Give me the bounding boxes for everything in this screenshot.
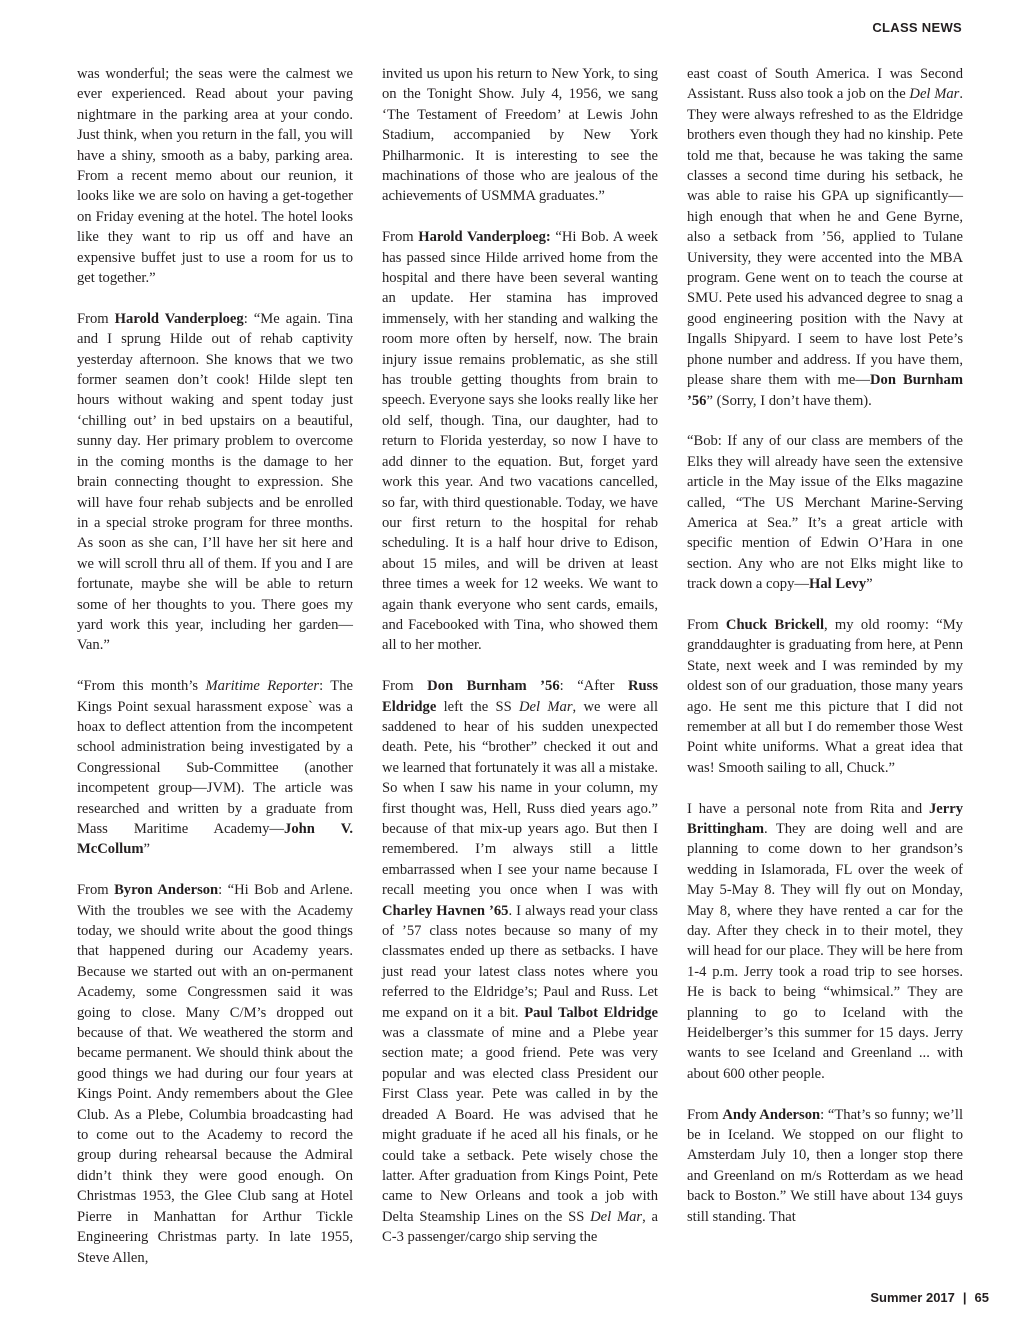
article-paragraph: From Don Burnham ’56: “After Russ Eldridge left the SS Del Mar, we were all saddened to hear of his sudden unexpected death. Pete, his “brother” checked it out and we learned that fortunately it was all a mistake. So when I saw his name in your column, my first thought was, Hell, Russ died years ago.” because of that mix-up years ago. But then I remembered. I’m always still a little embarrassed when I see your name because I recall meeting you once when I was with Charley Havnen ’65. I always read your class of ’57 class notes because so many of my classmates ended up there as setbacks. I have just read your latest class notes where you referred to the Eldridge’s; Paul and Russ. Let me expand on it a bit. Paul Talbot Eldridge was a classmate of mine and a Plebe year section mate; a good friend. Pete was very popular and was elected class President our First Class year. Pete was called in by the dreaded A Board. He was advised that he might graduate if he aced all his finals, or he could take a setback. Pete wisely chose the latter. After graduation from Kings Point, Pete came to New Orleans and took a job with Delta Steamship Lines on the SS Del Mar, a C-3 passenger/cargo ship serving the xyxy=(382,678,659,1246)
name-emphasis: Don Burnham ’56 xyxy=(687,372,963,409)
title-emphasis: Del Mar xyxy=(590,1208,643,1225)
article-paragraph: From Andy Anderson: “That’s so funny; we’ll be in Iceland. We stopped on our flight to Amsterdam July 10, then a longer stop there and Greenland on m/s Rotterdam as we head back to Boston.” We still have about 134 guys still standing. That xyxy=(687,1106,963,1225)
name-emphasis: Paul Talbot Eldridge xyxy=(524,1004,658,1021)
text-column-2 xyxy=(382,64,658,1248)
article-paragraph: From Harold Vanderploeg: “Me again. Tina and I sprung Hilde out of rehab captivity yesterday afternoon. She knows that we two former seamen don’t cook! Hilde slept ten hours without waking and spent today just ‘chilling out’ in bed upstairs on a beautiful, sunny day. Her primary problem to overcome in the coming months is the damage to her brain connecting thought to expression. She will have four rehab subjects and be enrolled in a special stroke program for three months. As soon as she can, I’ll have her sit here and we will scroll thru all of them. If you and I are fortunate, maybe she will be able to return some of her thoughts to you. There goes my yard work this year, including her garden—Van.” xyxy=(77,310,354,654)
issue-label: Summer 2017 xyxy=(870,1290,955,1305)
page-footer xyxy=(870,1290,989,1305)
article-paragraph: “From this month’s Maritime Reporter: The Kings Point sexual harassment expose` was a hoax to deflect attention from the incompetent school administration being investigated by a Congressional Sub-Committee (another incompetent group—JVM). The article was researched and written by a graduate from Mass Maritime Academy—John V. McCollum” xyxy=(77,678,353,858)
text-column-3 xyxy=(687,64,963,1227)
page-number: 65 xyxy=(974,1290,989,1305)
name-emphasis: Don Burnham ’56 xyxy=(427,678,560,695)
name-emphasis: Russ Eldridge xyxy=(382,678,659,715)
section-header: CLASS NEWS xyxy=(872,20,962,35)
name-emphasis: Chuck Brickell xyxy=(725,616,824,633)
article-paragraph: From Byron Anderson: “Hi Bob and Arlene. With the troubles we see with the Academy today, we should write about the good things that happened during our Academy years. Because we started out with an on-permanent Academy, some Congressmen said it was going to close. Many C/M’s dropped out because of that. We weathered the storm and became permanent. We should think about the good things we had during our four years at Kings Point. Andy remembers about the Glee Club. As a Plebe, Columbia broadcasting had to come out to the Academy to record the group during rehearsal because the Admiral didn’t think they were good enough. On Christmas 1953, the Glee Club sang at Hotel Pierre in Manhattan for Arthur Tickle Engineering Christmas party. In late 1955, Steve Allen, xyxy=(77,882,353,1266)
title-emphasis: Del Mar xyxy=(909,86,960,103)
name-emphasis: Harold Vanderploeg: xyxy=(418,229,551,246)
footer-separator: | xyxy=(962,1290,967,1305)
article-paragraph: invited us upon his return to New York, to sing on the Tonight Show. July 4, 1956, we sang ‘The Testament of Freedom’ at Lewis John Stadium, accompanied by New York Philharmonic. It is interesting to see the machinations of those who are jealous of the achievements of USMMA graduates.” xyxy=(382,66,658,205)
article-paragraph: “Bob: If any of our class are members of the Elks they will already have seen the extensive article in the May issue of the Elks magazine called, “The US Merchant Marine-Serving America at Sea.” It’s a great article with specific mention of Edwin O’Hara in one section. Any who are not Elks might like to track down a copy—Hal Levy” xyxy=(687,433,963,593)
article-paragraph: From Chuck Brickell, my old roomy: “My granddaughter is graduating from here, at Penn State, next week and I was reminded by my oldest son of our graduation, those many years ago. He sent me this picture that I did not remember at all but I do remember those West Point white uniforms. What a great idea that was! Smooth sailing to all, Chuck.” xyxy=(687,616,963,776)
article-paragraph: was wonderful; the seas were the calmest we ever experienced. Read about your paving nightmare in the parking area at your condo. Just think, when you return in the fall, you will have a shiny, smooth as a baby, parking area. From a recent memo about our reunion, it looks like we are solo on having a get-together on Friday evening at the hotel. The hotel looks like they want to rip us off and have an expensive buffet just to use a room for us to get together.” xyxy=(77,66,353,287)
text-column-1 xyxy=(77,64,353,1268)
name-emphasis: Harold Vanderploeg xyxy=(114,310,244,327)
name-emphasis: Charley Havnen ’65 xyxy=(382,902,509,919)
name-emphasis: Hal Levy xyxy=(808,576,867,593)
article-paragraph: I have a personal note from Rita and Jerry Brittingham. They are doing well and are planning to come down to her grandson’s wedding in Islamorada, FL over the week of May 5-May 8. They will fly out on Monday, May 8, where they have rented a car for the day. After they check in to their motel, they will head for our place. They will be here from 1-4 p.m. Jerry took a road trip to see horses. He is back to being “whimsical.” They are planning to go to Iceland with the Heidelberger’s this summer for 15 days. Jerry wants to see Iceland and Greenland ... with about 600 other people. xyxy=(687,800,963,1082)
article-paragraph: east coast of South America. I was Second Assistant. Russ also took a job on the Del Mar. They were always refreshed to as the Eldridge brothers even though they had no kinship. Pete told me that, because he was taking the same classes a second time during his setback, he was able to raise his GPA up significantly—high enough that when he and Gene Byrne, also a setback from ’56, applied to Tulane University, they were accented into the MBA program. Gene went on to teach the course at SMU. Pete used his advanced degree to snag a good engineering position with the Navy at Ingalls Shipyard. I seem to have lost Pete’s phone number and address. If you have them, please share them with me—Don Burnham ’56” (Sorry, I don’t have them). xyxy=(687,66,963,409)
name-emphasis: Andy Anderson xyxy=(722,1106,821,1123)
title-emphasis: Del Mar xyxy=(519,698,573,715)
article-paragraph: From Harold Vanderploeg: “Hi Bob. A week has passed since Hilde arrived home from the hospital and there have been several wanting an update. Her stamina has improved immensely, with her standing and walking the room more often by herself, now. The brain injury issue remains problematic, as she still has trouble getting thoughts from brain to speech. Everyone says she looks really like her old self, though. Tina, our daughter, had to return to Florida yesterday, so now I have to add dinner to the equation. But, forget yard work this year. And two vacations cancelled, so far, with third questionable. Today, we have our first return to the hospital for rehab scheduling. It is a half hour drive to Edison, about 15 miles, and will be driven at least three times a week for 12 weeks. We want to again thank everyone who sent cards, emails, and Facebooked with Tina, who showed them all to her mother. xyxy=(382,229,658,654)
name-emphasis: Byron Anderson xyxy=(114,882,219,899)
name-emphasis: John V. McCollum xyxy=(77,821,353,858)
name-emphasis: Jerry Brittingham xyxy=(687,800,963,837)
title-emphasis: Maritime Reporter xyxy=(205,678,320,695)
